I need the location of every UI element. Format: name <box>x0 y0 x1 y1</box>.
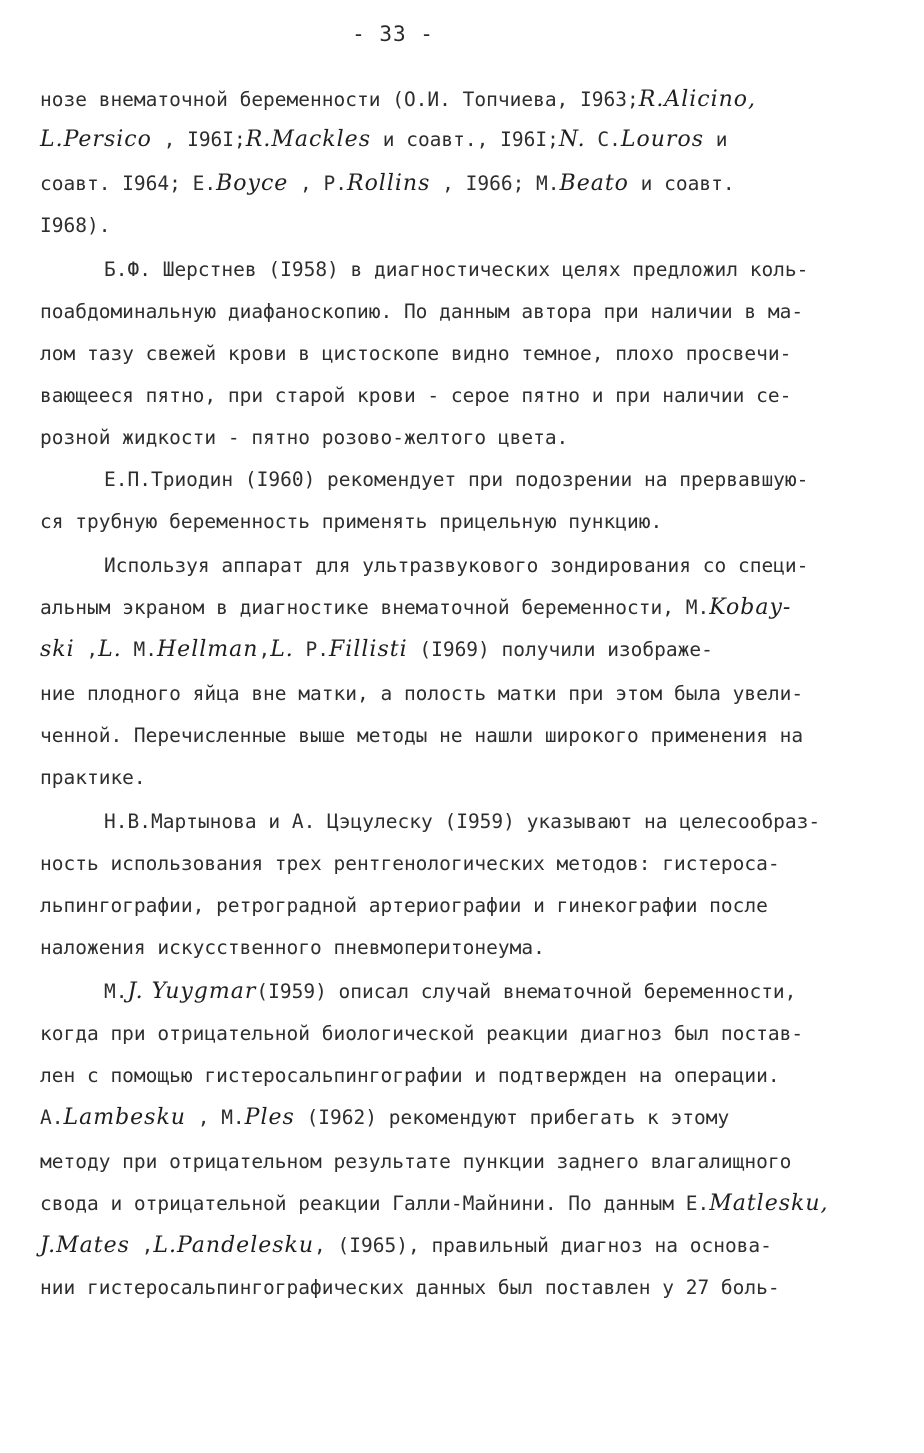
typed-text: (I959) описал случай внематочной беременности, <box>256 980 797 1003</box>
text-line <box>40 340 791 368</box>
text-line <box>104 808 820 836</box>
typed-text: лом тазу свежей крови в цистоскопе видно темное, плохо просвечи- <box>40 342 792 365</box>
typed-text: когда при отрицательной биологической реакции диагноз был постав- <box>40 1022 804 1045</box>
text-line <box>40 170 735 198</box>
typed-text: методу при отрицательном результате пункции заднего влагалищного <box>40 1150 792 1173</box>
text-line <box>40 1148 791 1176</box>
typed-text: I968). <box>40 214 111 237</box>
handwritten-name: Matlesku, <box>709 1191 829 1216</box>
handwritten-name: ski <box>40 637 75 662</box>
text-line <box>40 722 803 750</box>
typed-text: свода и отрицательной реакции Галли-Майнини. По данным E. <box>40 1192 710 1215</box>
handwritten-name: Rollins <box>347 171 431 196</box>
typed-text: ченной. Перечисленные выше методы не нашли широкого применения на <box>40 724 804 747</box>
handwritten-name: Boyce <box>216 171 289 196</box>
typed-text: лен с помощью гистеросальпингографии и подтвержден на операции. <box>40 1064 780 1087</box>
handwritten-name: J.Mates <box>40 1233 130 1258</box>
text-line <box>104 256 808 284</box>
typed-text: M. <box>121 638 157 661</box>
text-line <box>40 1062 780 1090</box>
typed-text: льпингографии, ретроградной артериографии и гинекографии после <box>40 894 768 917</box>
text-line <box>40 508 662 536</box>
text-line <box>40 86 756 114</box>
text-line <box>40 382 791 410</box>
typed-text: Н.В.Мартынова и А. Цэцулеску (I959) указывают на целесообраз- <box>104 810 821 833</box>
typed-text: , I96I; <box>151 128 246 151</box>
handwritten-name: N. <box>558 127 586 152</box>
typed-text: вающееся пятно, при старой крови - серое пятно и при наличии се- <box>40 384 792 407</box>
typed-text: , <box>129 1234 154 1257</box>
handwritten-name: L. <box>98 637 122 662</box>
text-line <box>40 934 545 962</box>
handwritten-name: Hellman <box>157 637 259 662</box>
typed-text: розной жидкости - пятно розово-желтого цвета. <box>40 426 569 449</box>
handwritten-name: Fillisti <box>329 637 408 662</box>
typed-text: P. <box>293 638 330 661</box>
typed-text: (I962) рекомендуют прибегать к этому <box>294 1106 730 1129</box>
typed-text: , P. <box>288 172 347 195</box>
text-line <box>40 764 146 792</box>
handwritten-name: Lambesku <box>63 1105 186 1130</box>
typed-text: ся трубную беременность применять прицельную пункцию. <box>40 510 663 533</box>
handwritten-name: R.Alicino, <box>638 87 757 112</box>
text-line <box>40 892 768 920</box>
text-line <box>40 1274 780 1302</box>
typed-text: , <box>74 638 99 661</box>
typed-text: Используя аппарат для ультразвукового зондирования со специ- <box>104 554 809 577</box>
text-line <box>40 594 791 622</box>
handwritten-name: L. <box>270 637 294 662</box>
text-line <box>40 850 780 878</box>
typed-text: A. <box>40 1106 64 1129</box>
handwritten-name: L.Pandelesku <box>153 1233 315 1258</box>
typed-text: , I966; M. <box>430 172 560 195</box>
text-line <box>40 424 568 452</box>
handwritten-name: Kobay- <box>709 595 792 620</box>
typed-text: (I969) получили изображе- <box>407 638 713 661</box>
typed-text: нии гистеросальпингографических данных был поставлен у 27 боль- <box>40 1276 780 1299</box>
typed-text: и соавт., I96I; <box>370 128 559 151</box>
typed-text: ние плодного яйца вне матки, а полость матки при этом была увели- <box>40 682 804 705</box>
typed-text: , <box>258 638 271 661</box>
typed-text: ность использования трех рентгенологических методов: гистероса- <box>40 852 780 875</box>
typed-text: , M. <box>185 1106 245 1129</box>
handwritten-name: Beato <box>559 171 629 196</box>
typed-text: наложения искусственного пневмоперитонеума. <box>40 936 545 959</box>
text-line <box>40 298 803 326</box>
typed-text: и <box>703 128 728 151</box>
text-line <box>40 126 727 154</box>
text-line <box>40 1020 803 1048</box>
typed-text: и соавт. <box>628 172 735 195</box>
text-line <box>40 636 713 664</box>
handwritten-name: R.Mackles <box>245 127 371 152</box>
page-number: - 33 - <box>352 22 434 46</box>
typed-text: соавт. I964; E. <box>40 172 217 195</box>
typed-text: Б.Ф. Шерстнев (I958) в диагностических целях предложил коль- <box>104 258 809 281</box>
handwritten-name: Louros <box>620 127 704 152</box>
text-line <box>104 978 796 1006</box>
handwritten-name: L.Persico <box>40 127 152 152</box>
text-line <box>40 212 110 240</box>
typed-text: C. <box>585 128 621 151</box>
text-line <box>40 1190 829 1218</box>
typed-text: поабдоминальную диафаноскопию. По данным автора при наличии в ма- <box>40 300 804 323</box>
handwritten-name: Ples <box>244 1105 295 1130</box>
text-line <box>104 552 808 580</box>
typed-text: альным экраном в диагностике внематочной беременности, M. <box>40 596 710 619</box>
typed-text: практике. <box>40 766 146 789</box>
typed-text: , (I965), правильный диагноз на основа- <box>314 1234 772 1257</box>
text-line <box>104 466 808 494</box>
text-line <box>40 680 803 708</box>
handwritten-name: J. Yuygmar <box>127 979 257 1004</box>
text-line <box>40 1104 729 1132</box>
typed-text: нозе внематочной беременности (О.И. Топчиева, I963; <box>40 88 639 111</box>
typed-text: Е.П.Триодин (I960) рекомендует при подозрении на прервавшую- <box>104 468 809 491</box>
typed-text: M. <box>104 980 128 1003</box>
text-line <box>40 1232 772 1260</box>
